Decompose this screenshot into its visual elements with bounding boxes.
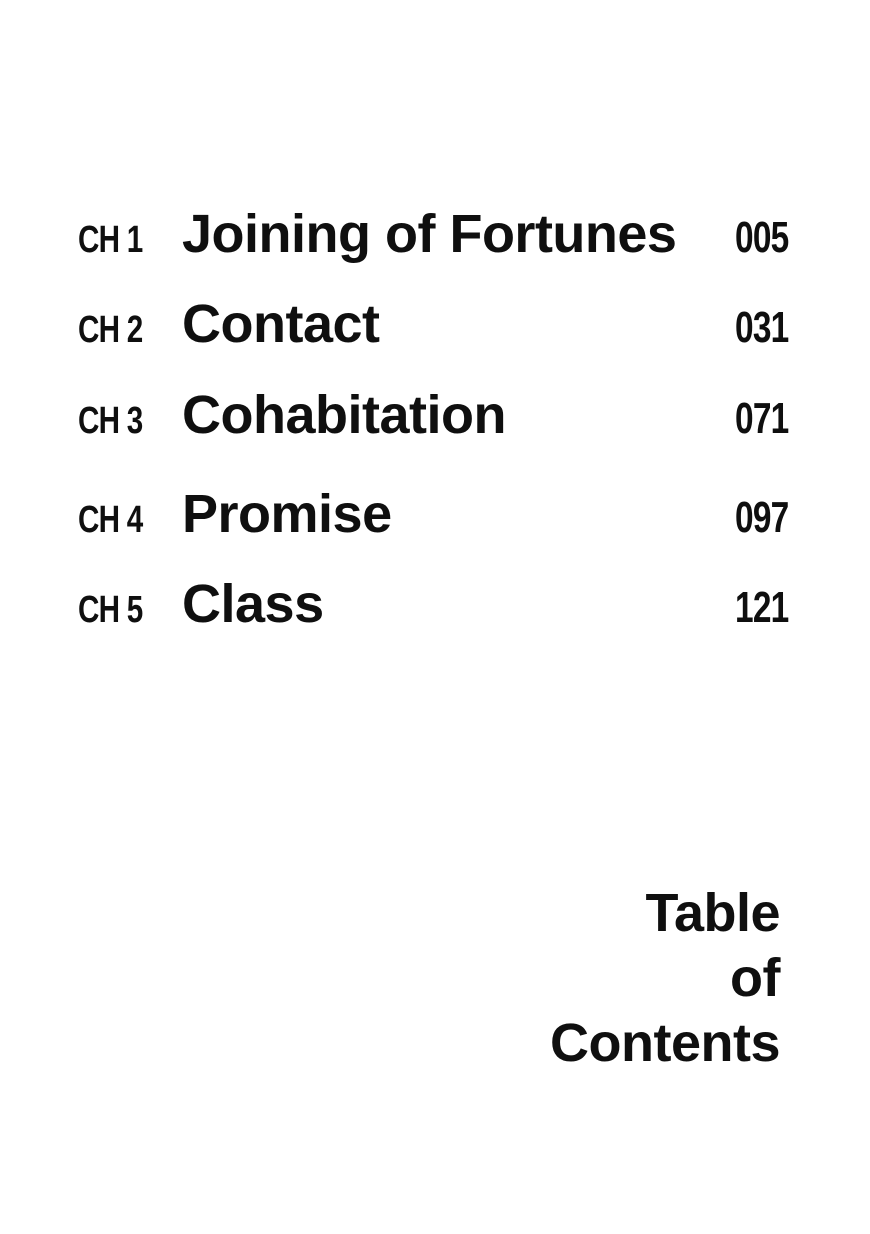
chapter-number-text: CH 2 [78,309,143,351]
chapter-number-label [78,501,182,539]
chapter-number-label [78,591,182,629]
chapter-number-label [78,221,182,259]
chapter-number-label [78,402,182,440]
chapter-page-number-text: 121 [735,583,789,632]
chapter-page-number-text: 071 [735,394,789,443]
chapter-page-number [735,493,790,542]
toc-entry [78,204,790,264]
chapter-number-text: CH 5 [78,589,143,631]
chapter-page-number-text: 097 [735,493,789,542]
chapter-page-number [735,394,790,443]
chapter-page-number-text: 031 [735,303,789,352]
chapter-number-label [78,311,182,349]
toc-entry [78,484,790,544]
table-of-contents-heading [550,881,780,1076]
toc-entry [78,574,790,634]
chapter-number-text: CH 3 [78,400,143,442]
chapter-page-number [735,213,790,262]
chapter-page-number-text: 005 [735,213,789,262]
heading-line: Table [645,883,780,943]
toc-entry [78,294,790,354]
heading-line: Contents [550,1013,780,1073]
chapter-page-number [735,583,790,632]
toc-entry [78,385,790,445]
chapter-number-text: CH 1 [78,219,143,261]
chapter-title: Joining of Fortunes [182,204,677,264]
chapter-title: Promise [182,484,392,544]
chapter-title: Class [182,574,324,634]
chapter-title: Contact [182,294,380,354]
chapter-number-text: CH 4 [78,499,143,541]
chapter-page-number [735,303,790,352]
heading-line: of [730,948,780,1008]
chapter-title: Cohabitation [182,385,506,445]
